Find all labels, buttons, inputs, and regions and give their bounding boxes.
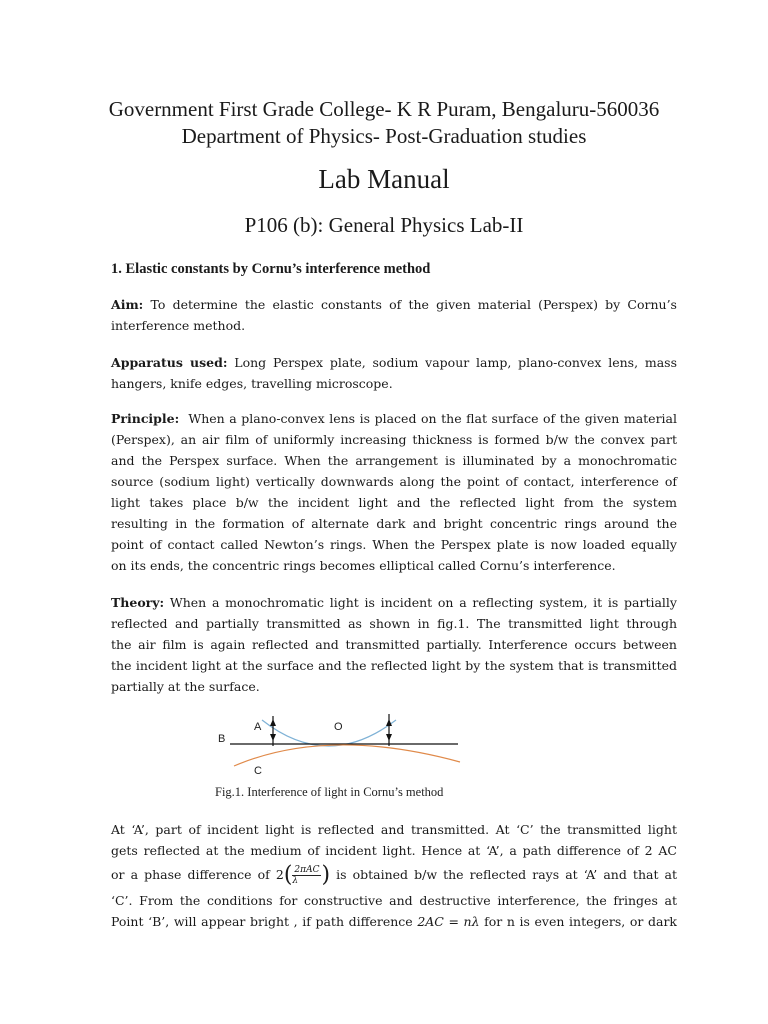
arrowhead-a-down	[270, 734, 276, 741]
principle-line: source (sodium light) vertically downwards along the point of contact, interference of	[111, 474, 677, 489]
explanation-line: ‘C’. From the conditions for constructive and destructive interference, the fringes at	[111, 892, 677, 908]
principle-line: When a plano-convex lens is placed on the flat surface of the given material	[188, 411, 677, 426]
principle-line: on its ends, the concentric rings becomes elliptical called Cornu’s interference.	[111, 558, 616, 573]
explanation-line: gets reflected at the medium of incident light. Hence at ‘A’, a path difference of 2 AC	[111, 843, 677, 858]
explanation-text: is obtained b/w the reflected rays at ‘A’ and that at	[330, 867, 678, 882]
plate-curve	[234, 745, 460, 766]
aim-line: interference method.	[111, 318, 246, 333]
lens-curve	[262, 720, 396, 746]
principle-line: and the Perspex surface. When the arrangement is illuminated by a monochromatic	[111, 453, 677, 468]
fraction-numerator: 2πAC	[294, 865, 320, 875]
label-o: O	[334, 721, 343, 733]
label-b: B	[218, 733, 226, 745]
theory-line: the incident light at the surface and the reflected light by the system that is transmitted	[111, 658, 677, 673]
explanation-line-phase: or a phase difference of 2( $\frac{\text{2πAC}}{\lambda}$ ) is obtained b/w the reflected rays at ‘A’ and that at	[111, 862, 678, 888]
path-difference-formula: 2AC = nλ	[417, 913, 480, 929]
principle-paragraph	[111, 408, 677, 576]
principle-line: point of contact called Newton’s rings. When the Perspex plate is now loaded equally	[111, 537, 677, 552]
explanation-line: At ‘A’, part of incident light is reflected and transmitted. At ‘C’ the transmitted light	[111, 822, 677, 837]
apparatus-line: hangers, knife edges, travelling microscope.	[111, 376, 393, 391]
course-title: P106 (b): General Physics Lab-II	[244, 213, 524, 237]
principle-line: light takes place b/w the incident light and the reflected light from the system	[111, 495, 677, 510]
aim-line: To determine the elastic constants of the given material (Perspex) by Cornu’s	[150, 297, 677, 312]
arrowhead-a-up	[270, 719, 276, 726]
aim-label: Aim:	[111, 297, 144, 312]
explanation-line-condition	[111, 911, 677, 932]
explanation-paragraph	[111, 819, 677, 932]
arrowhead-right-up	[386, 719, 392, 726]
label-c: C	[254, 765, 262, 777]
explanation-text: for n is even integers, or dark	[479, 913, 677, 929]
fraction-denominator: λ	[292, 876, 299, 886]
cornu-figure	[210, 714, 470, 784]
theory-line: When a monochromatic light is incident on a reflecting system, it is partially	[169, 595, 677, 610]
theory-paragraph	[111, 592, 677, 697]
theory-line: partially at the surface.	[111, 679, 260, 694]
explanation-text: Point ‘B’, will appear bright , if path difference	[111, 913, 418, 929]
principle-label: Principle:	[111, 411, 180, 426]
aim-paragraph	[111, 294, 677, 336]
figure-caption: Fig.1. Interference of light in Cornu’s method	[215, 785, 444, 799]
principle-line: (Perspex), an air film of uniformly increasing thickness is formed b/w the convex part	[111, 432, 677, 447]
section-heading: 1. Elastic constants by Cornu’s interference method	[111, 261, 431, 277]
department-name: Department of Physics- Post-Graduation studies	[181, 124, 587, 148]
page-title: Lab Manual	[318, 164, 450, 194]
arrowhead-right-down	[386, 734, 392, 741]
apparatus-line: Long Perspex plate, sodium vapour lamp, plano-convex lens, mass	[234, 355, 678, 370]
principle-line: resulting in the formation of alternate dark and bright concentric rings around the	[111, 516, 677, 531]
theory-line: reflected and partially transmitted as shown in fig.1. The transmitted light through	[111, 616, 677, 631]
theory-label: Theory:	[111, 595, 165, 610]
theory-line: the air film is again reflected and transmitted partially. Interference occurs between	[111, 637, 677, 652]
phase-fraction	[292, 865, 321, 886]
apparatus-paragraph	[111, 352, 677, 394]
college-name: Government First Grade College- K R Puram, Bengaluru-560036	[108, 97, 660, 121]
label-a: A	[254, 721, 262, 733]
apparatus-label: Apparatus used:	[111, 355, 228, 370]
explanation-text: or a phase difference of 2	[111, 867, 284, 882]
